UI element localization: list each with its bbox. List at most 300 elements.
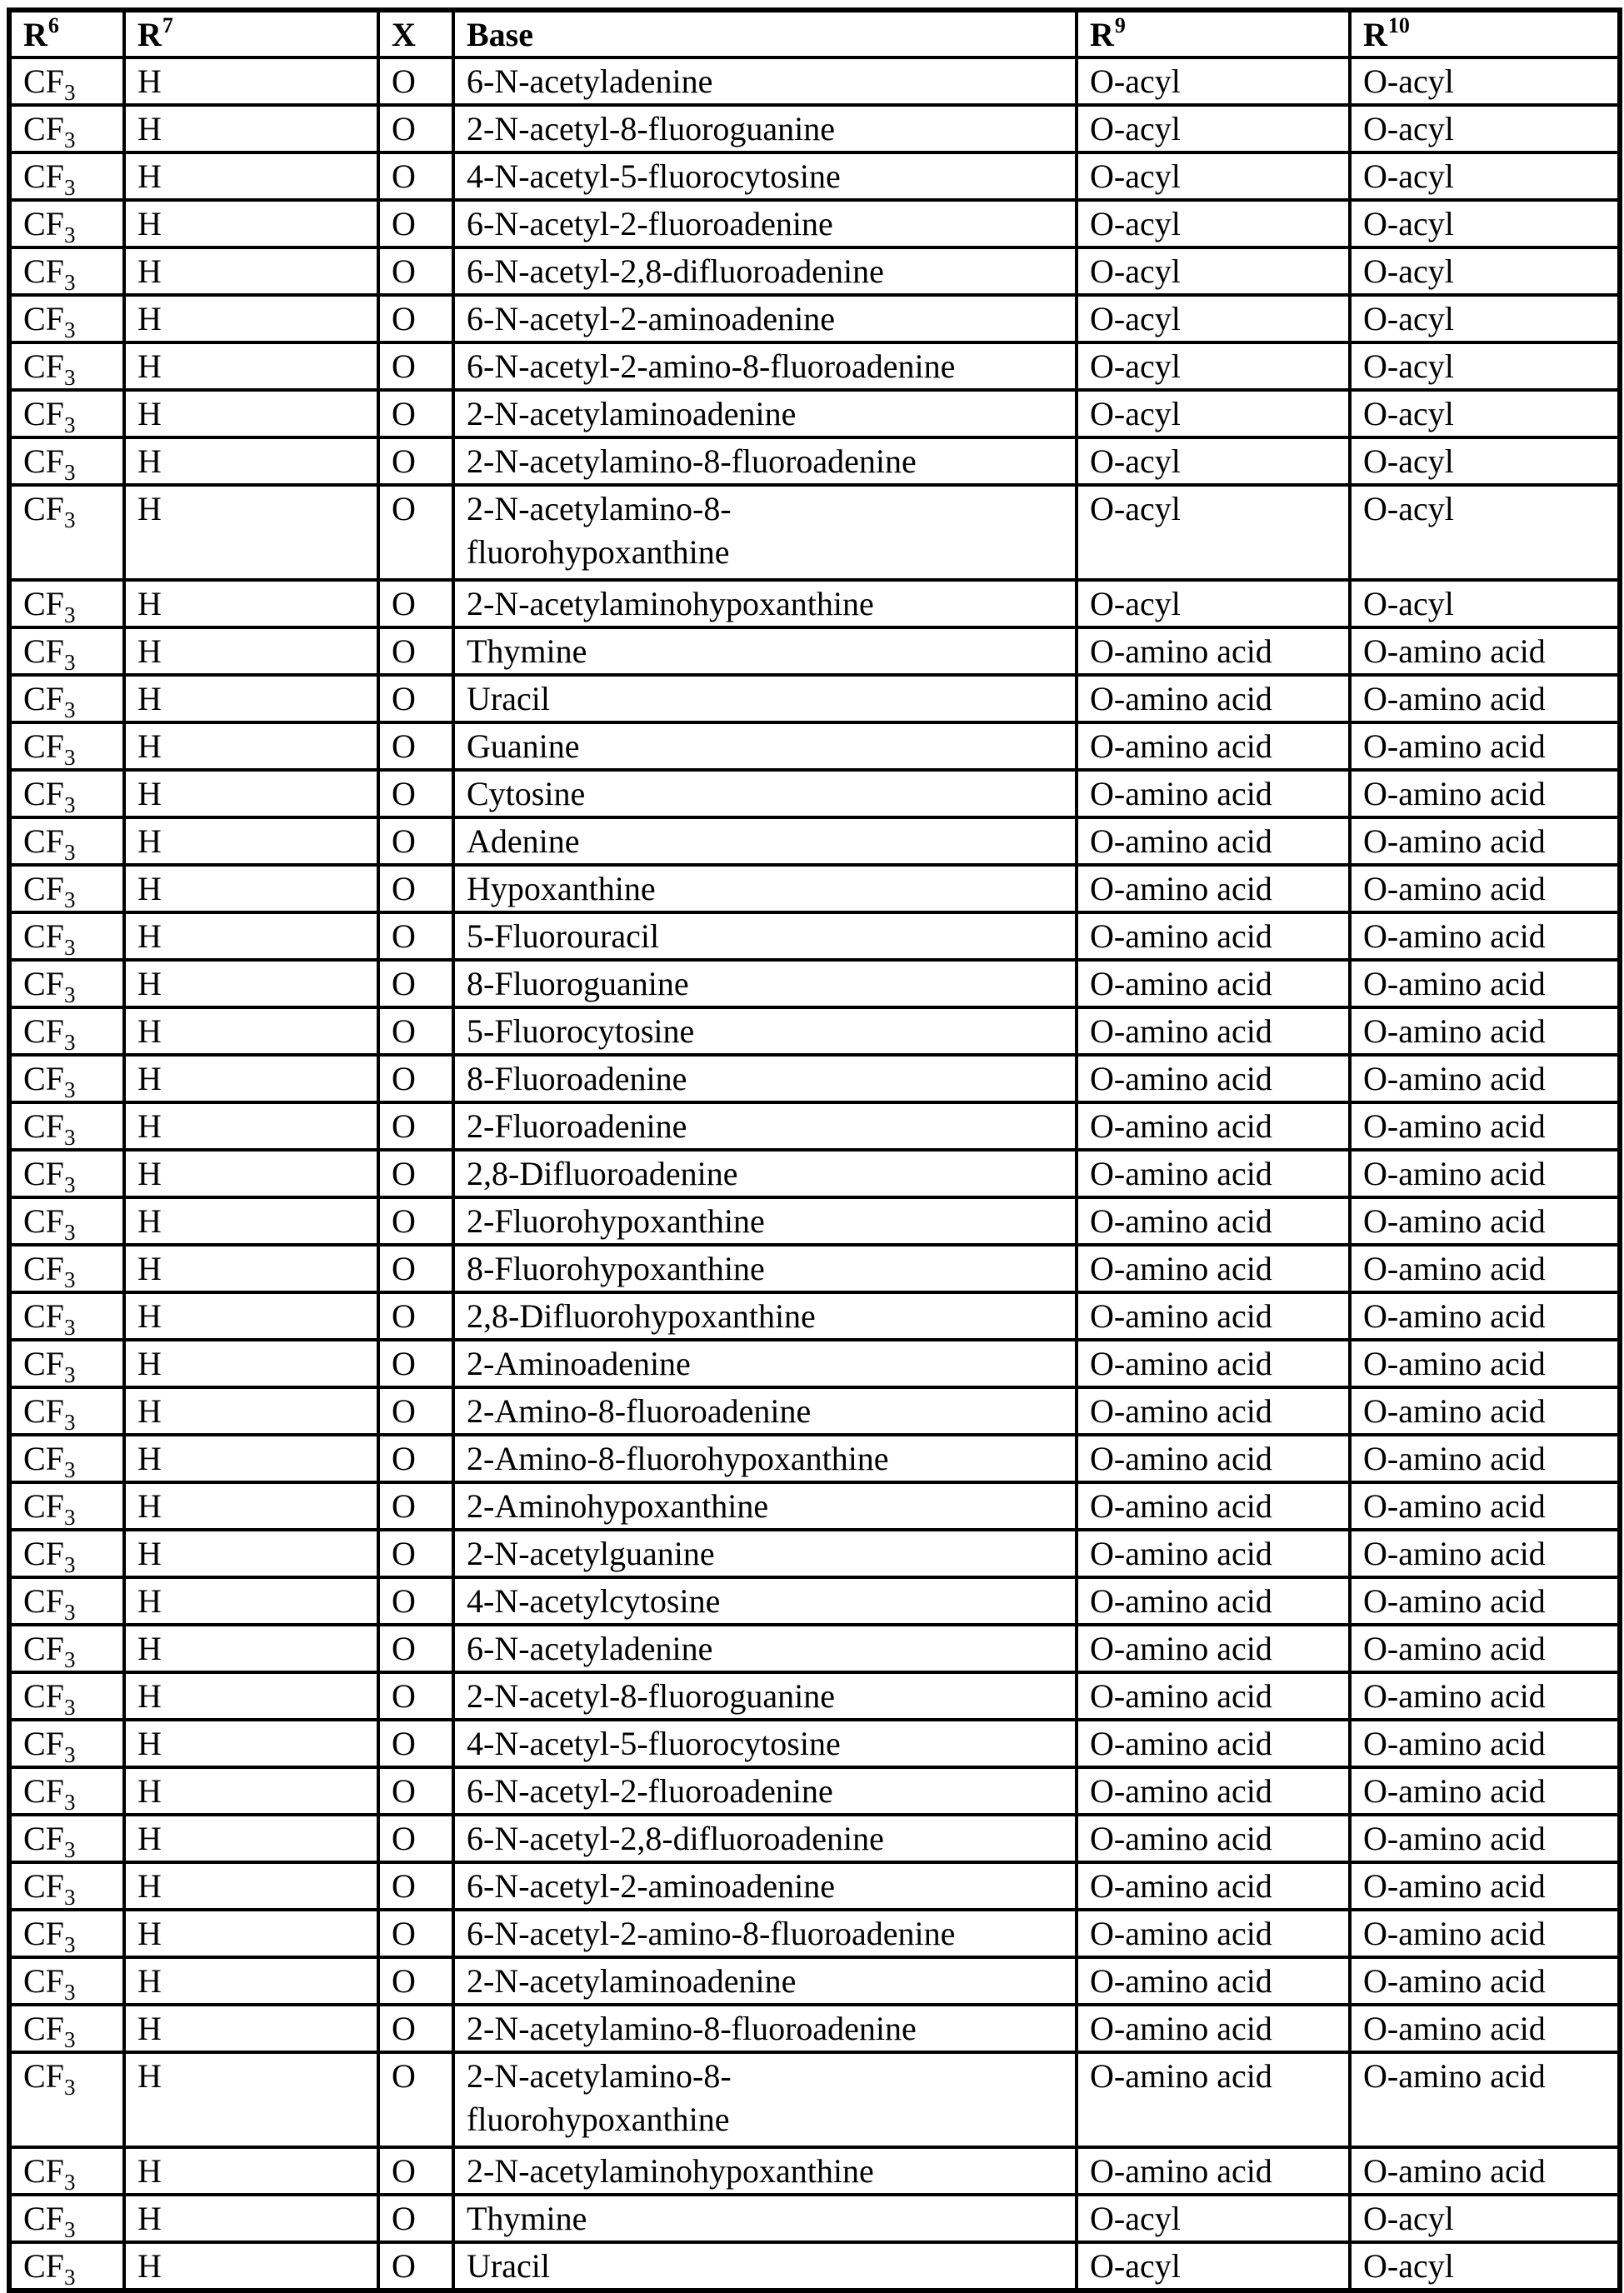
r6-subscript: 3 [63,1695,76,1720]
r6-subscript: 3 [63,1552,76,1577]
r9-cell: O-amino acid [1077,2052,1350,2147]
x-cell: O [378,1292,453,1340]
r7-cell: H [124,295,378,342]
base-cell: Thymine [453,2195,1077,2242]
r9-cell: O-amino acid [1077,770,1350,817]
r6-value: CF [23,442,64,480]
r9-cell: O-acyl [1077,105,1350,152]
table-row [9,485,1620,580]
r10-cell: O-amino acid [1350,770,1620,817]
base-cell: 2-N-acetylaminoadenine [453,1957,1077,2005]
r6-value: CF [23,1630,64,1667]
r6-cell [9,2195,124,2242]
r7-cell: H [124,1815,378,1862]
r6-value: CF [23,252,64,290]
r9-cell: O-amino acid [1077,675,1350,722]
r9-cell: O-amino acid [1077,1387,1350,1435]
x-cell: O [378,1957,453,2005]
base-cell: 2-N-acetylaminohypoxanthine [453,2147,1077,2195]
r6-subscript: 3 [63,1885,76,1910]
r9-cell: O-acyl [1077,485,1350,580]
x-cell: O [378,1150,453,1197]
r6-subscript: 3 [63,175,76,200]
r10-cell: O-amino acid [1350,865,1620,912]
r9-cell: O-amino acid [1077,912,1350,960]
col-header-r9-superscript: 9 [1114,13,1126,37]
table-row [9,912,1620,960]
r6-subscript: 3 [63,2075,76,2100]
r7-cell: H [124,1910,378,1957]
col-header-r9-label: R [1090,16,1114,53]
r9-cell: O-amino acid [1077,1957,1350,2005]
r7-cell: H [124,770,378,817]
r6-subscript: 3 [63,2170,76,2195]
r7-cell: H [124,485,378,580]
x-cell: O [378,1625,453,1672]
r10-cell: O-acyl [1350,295,1620,342]
x-cell: O [378,1197,453,1245]
table-row [9,817,1620,865]
r10-cell: O-amino acid [1350,1530,1620,1577]
r10-cell: O-acyl [1350,57,1620,105]
base-cell: Hypoxanthine [453,865,1077,912]
x-cell: O [378,817,453,865]
x-cell: O [378,1862,453,1910]
r6-subscript: 3 [63,1125,76,1150]
r7-cell: H [124,200,378,247]
r6-cell [9,57,124,105]
r6-value: CF [23,1962,64,2000]
r9-cell: O-amino acid [1077,1767,1350,1815]
r9-cell: O-amino acid [1077,1720,1350,1767]
r9-cell: O-acyl [1077,437,1350,485]
r6-subscript: 3 [63,982,76,1007]
r9-cell: O-amino acid [1077,1672,1350,1720]
table-row [9,1292,1620,1340]
col-header-r7-label: R [137,16,162,53]
r6-cell [9,1577,124,1625]
r10-cell: O-amino acid [1350,1197,1620,1245]
r6-cell [9,1007,124,1055]
r6-subscript: 3 [63,1457,76,1482]
base-cell: 2-N-acetylamino-8- fluorohypoxanthine [453,485,1077,580]
r6-value: CF [23,1392,64,1430]
x-cell: O [378,437,453,485]
r7-cell: H [124,342,378,390]
r9-cell: O-amino acid [1077,1435,1350,1482]
r6-subscript: 3 [63,412,76,437]
r6-cell [9,2147,124,2195]
x-cell: O [378,912,453,960]
r9-cell: O-acyl [1077,247,1350,295]
table-row [9,105,1620,152]
base-cell: 6-N-acetyl-2,8-difluoroadenine [453,247,1077,295]
r7-cell: H [124,57,378,105]
r6-subscript: 3 [63,1980,76,2005]
col-header-r10 [1350,10,1620,57]
r6-subscript: 3 [63,697,76,722]
base-cell: Adenine [453,817,1077,865]
base-cell: 2-Fluoroadenine [453,1102,1077,1150]
r7-cell: H [124,2242,378,2291]
r10-cell: O-acyl [1350,247,1620,295]
r6-value: CF [23,1772,64,1810]
r10-cell: O-amino acid [1350,1577,1620,1625]
r7-cell: H [124,817,378,865]
r10-cell: O-amino acid [1350,1007,1620,1055]
r6-value: CF [23,2057,64,2095]
table-row [9,152,1620,200]
table-row [9,1007,1620,1055]
col-header-r7 [124,10,378,57]
r9-cell: O-amino acid [1077,1292,1350,1340]
r6-cell [9,1862,124,1910]
r6-subscript: 3 [63,1220,76,1245]
r6-subscript: 3 [63,222,76,247]
r6-value: CF [23,870,64,907]
r6-subscript: 3 [63,2265,76,2290]
r6-value: CF [23,1060,64,1097]
r9-cell: O-amino acid [1077,2005,1350,2052]
r6-value: CF [23,632,64,670]
base-cell: 8-Fluoroguanine [453,960,1077,1007]
table-row [9,1815,1620,1862]
r10-cell: O-amino acid [1350,912,1620,960]
x-cell: O [378,770,453,817]
r6-cell [9,485,124,580]
r10-cell: O-acyl [1350,580,1620,627]
r9-cell: O-acyl [1077,2195,1350,2242]
r6-subscript: 3 [63,1505,76,1530]
x-cell: O [378,1767,453,1815]
r6-value: CF [23,347,64,385]
r6-subscript: 3 [63,1790,76,1815]
r10-cell: O-amino acid [1350,1625,1620,1672]
table-row [9,1055,1620,1102]
r9-cell: O-acyl [1077,295,1350,342]
base-cell: Guanine [453,722,1077,770]
r6-cell [9,390,124,437]
r7-cell: H [124,2147,378,2195]
r10-cell: O-acyl [1350,152,1620,200]
x-cell: O [378,1435,453,1482]
r6-subscript: 3 [63,1932,76,1957]
r6-cell [9,2005,124,2052]
r7-cell: H [124,1482,378,1530]
table-row [9,1862,1620,1910]
r7-cell: H [124,722,378,770]
col-header-base-label: Base [467,16,533,53]
x-cell: O [378,1672,453,1720]
r10-cell: O-amino acid [1350,1767,1620,1815]
base-cell: 4-N-acetylcytosine [453,1577,1077,1625]
r10-cell: O-amino acid [1350,2147,1620,2195]
r6-cell [9,1055,124,1102]
x-cell: O [378,2242,453,2291]
r6-cell [9,1957,124,2005]
table-row [9,2005,1620,2052]
x-cell: O [378,627,453,675]
x-cell: O [378,485,453,580]
r7-cell: H [124,390,378,437]
base-cell: 2,8-Difluoroadenine [453,1150,1077,1197]
r6-cell [9,1720,124,1767]
r6-cell [9,1815,124,1862]
base-cell: 2-N-acetylaminohypoxanthine [453,580,1077,627]
r6-cell [9,1102,124,1150]
table-row [9,437,1620,485]
x-cell: O [378,1577,453,1625]
base-cell: Cytosine [453,770,1077,817]
r6-subscript: 3 [63,887,76,912]
r9-cell: O-acyl [1077,580,1350,627]
r6-subscript: 3 [63,1030,76,1055]
r9-cell: O-acyl [1077,390,1350,437]
base-cell: 2-N-acetyl-8-fluoroguanine [453,1672,1077,1720]
r6-value: CF [23,1250,64,1287]
r9-cell: O-amino acid [1077,1530,1350,1577]
r6-cell [9,1672,124,1720]
table-row [9,1197,1620,1245]
r9-cell: O-amino acid [1077,1577,1350,1625]
x-cell: O [378,1815,453,1862]
table-row [9,722,1620,770]
table-row [9,1720,1620,1767]
base-cell: 2-Aminoadenine [453,1340,1077,1387]
table-row [9,627,1620,675]
x-cell: O [378,2195,453,2242]
r7-cell: H [124,1245,378,1292]
r6-cell [9,675,124,722]
base-cell: 8-Fluorohypoxanthine [453,1245,1077,1292]
r6-value: CF [23,205,64,242]
r6-subscript: 3 [63,1267,76,1292]
r6-subscript: 3 [63,840,76,865]
base-cell: 8-Fluoroadenine [453,1055,1077,1102]
r6-value: CF [23,1107,64,1145]
r9-cell: O-acyl [1077,152,1350,200]
r6-subscript: 3 [63,507,76,532]
r9-cell: O-amino acid [1077,1862,1350,1910]
r7-cell: H [124,1625,378,1672]
r6-value: CF [23,917,64,955]
r10-cell: O-amino acid [1350,2005,1620,2052]
r9-cell: O-acyl [1077,342,1350,390]
x-cell: O [378,200,453,247]
r6-value: CF [23,2247,64,2285]
table-row [9,1482,1620,1530]
r6-subscript: 3 [63,745,76,770]
table-row [9,865,1620,912]
r6-value: CF [23,395,64,432]
r7-cell: H [124,960,378,1007]
r6-value: CF [23,2152,64,2190]
r6-cell [9,722,124,770]
base-cell: 6-N-acetyl-2-aminoadenine [453,295,1077,342]
r6-subscript: 3 [63,80,76,105]
x-cell: O [378,1340,453,1387]
base-cell: 2-N-acetylguanine [453,1530,1077,1577]
base-cell: 2-N-acetylamino-8- fluorohypoxanthine [453,2052,1077,2147]
x-cell: O [378,342,453,390]
r6-subscript: 3 [63,1362,76,1387]
r9-cell: O-amino acid [1077,1340,1350,1387]
r7-cell: H [124,437,378,485]
x-cell: O [378,1007,453,1055]
base-cell: 6-N-acetyl-2-aminoadenine [453,1862,1077,1910]
r9-cell: O-amino acid [1077,865,1350,912]
r10-cell: O-amino acid [1350,1150,1620,1197]
r7-cell: H [124,105,378,152]
x-cell: O [378,580,453,627]
base-cell: 5-Fluorouracil [453,912,1077,960]
r9-cell: O-amino acid [1077,1150,1350,1197]
table-row [9,1530,1620,1577]
col-header-r6-label: R [23,16,47,53]
table-row [9,200,1620,247]
r10-cell: O-acyl [1350,437,1620,485]
r9-cell: O-amino acid [1077,627,1350,675]
r6-subscript: 3 [63,650,76,675]
r6-subscript: 3 [63,1172,76,1197]
r7-cell: H [124,1767,378,1815]
x-cell: O [378,2052,453,2147]
base-cell: 6-N-acetyl-2,8-difluoroadenine [453,1815,1077,1862]
base-cell: 2-N-acetylamino-8-fluoroadenine [453,437,1077,485]
r10-cell: O-amino acid [1350,1672,1620,1720]
col-header-x-label: X [392,16,416,53]
x-cell: O [378,295,453,342]
r7-cell: H [124,865,378,912]
table-row [9,295,1620,342]
table-row [9,960,1620,1007]
r6-cell [9,1530,124,1577]
r6-value: CF [23,1155,64,1192]
col-header-r10-label: R [1363,16,1387,53]
base-cell: 5-Fluorocytosine [453,1007,1077,1055]
r10-cell: O-amino acid [1350,1292,1620,1340]
r6-value: CF [23,1297,64,1335]
r9-cell: O-amino acid [1077,1482,1350,1530]
base-cell: 6-N-acetyladenine [453,1625,1077,1672]
r9-cell: O-amino acid [1077,1245,1350,1292]
r6-cell [9,1625,124,1672]
r9-cell: O-amino acid [1077,1007,1350,1055]
r6-cell [9,865,124,912]
r7-cell: H [124,1055,378,1102]
r10-cell: O-amino acid [1350,1862,1620,1910]
x-cell: O [378,1482,453,1530]
table-row [9,390,1620,437]
table-row [9,247,1620,295]
r9-cell: O-amino acid [1077,1625,1350,1672]
r6-subscript: 3 [63,317,76,342]
r6-subscript: 3 [63,1742,76,1767]
x-cell: O [378,2147,453,2195]
r9-cell: O-acyl [1077,2242,1350,2291]
r7-cell: H [124,247,378,295]
r6-value: CF [23,490,64,527]
table-row [9,675,1620,722]
r7-cell: H [124,675,378,722]
r6-subscript: 3 [63,1837,76,1862]
r6-cell [9,342,124,390]
r6-value: CF [23,965,64,1002]
r6-subscript: 3 [63,1600,76,1625]
r6-cell [9,437,124,485]
r6-cell [9,1387,124,1435]
r6-subscript: 3 [63,935,76,960]
r6-cell [9,960,124,1007]
r6-subscript: 3 [63,365,76,390]
base-cell: Uracil [453,675,1077,722]
r7-cell: H [124,2195,378,2242]
r9-cell: O-amino acid [1077,2147,1350,2195]
r9-cell: O-amino acid [1077,960,1350,1007]
col-header-r6 [9,10,124,57]
r9-cell: O-amino acid [1077,817,1350,865]
table-row [9,57,1620,105]
col-header-base [453,10,1077,57]
r6-value: CF [23,585,64,622]
base-cell: 2-Fluorohypoxanthine [453,1197,1077,1245]
r6-cell [9,770,124,817]
table-row [9,1435,1620,1482]
base-cell: Thymine [453,627,1077,675]
r6-value: CF [23,2010,64,2047]
table-row [9,1957,1620,2005]
base-cell: 6-N-acetyl-2-fluoroadenine [453,200,1077,247]
x-cell: O [378,1387,453,1435]
base-cell: 2-N-acetylamino-8-fluoroadenine [453,2005,1077,2052]
r6-cell [9,2242,124,2291]
base-cell: 2-Amino-8-fluorohypoxanthine [453,1435,1077,1482]
r7-cell: H [124,1672,378,1720]
base-cell: 2,8-Difluorohypoxanthine [453,1292,1077,1340]
x-cell: O [378,105,453,152]
r10-cell: O-acyl [1350,200,1620,247]
r10-cell: O-acyl [1350,2195,1620,2242]
col-header-r9 [1077,10,1350,57]
r6-cell [9,1150,124,1197]
table-row [9,1625,1620,1672]
r6-subscript: 3 [63,460,76,485]
r9-cell: O-amino acid [1077,1102,1350,1150]
r6-value: CF [23,822,64,860]
table-row [9,2052,1620,2147]
r6-value: CF [23,727,64,765]
r6-cell [9,1767,124,1815]
r7-cell: H [124,1577,378,1625]
r10-cell: O-amino acid [1350,1957,1620,2005]
col-header-x [378,10,453,57]
table-row [9,1767,1620,1815]
r7-cell: H [124,1530,378,1577]
r6-subscript: 3 [63,1647,76,1672]
table-row [9,1672,1620,1720]
r7-cell: H [124,1340,378,1387]
r6-cell [9,1292,124,1340]
base-cell: 2-Aminohypoxanthine [453,1482,1077,1530]
r6-cell [9,295,124,342]
table-body [9,57,1620,2291]
r6-value: CF [23,1915,64,1952]
base-cell: 6-N-acetyl-2-amino-8-fluoroadenine [453,1910,1077,1957]
col-header-r6-superscript: 6 [47,13,59,37]
r10-cell: O-amino acid [1350,627,1620,675]
r9-cell: O-amino acid [1077,1197,1350,1245]
r6-value: CF [23,1677,64,1715]
